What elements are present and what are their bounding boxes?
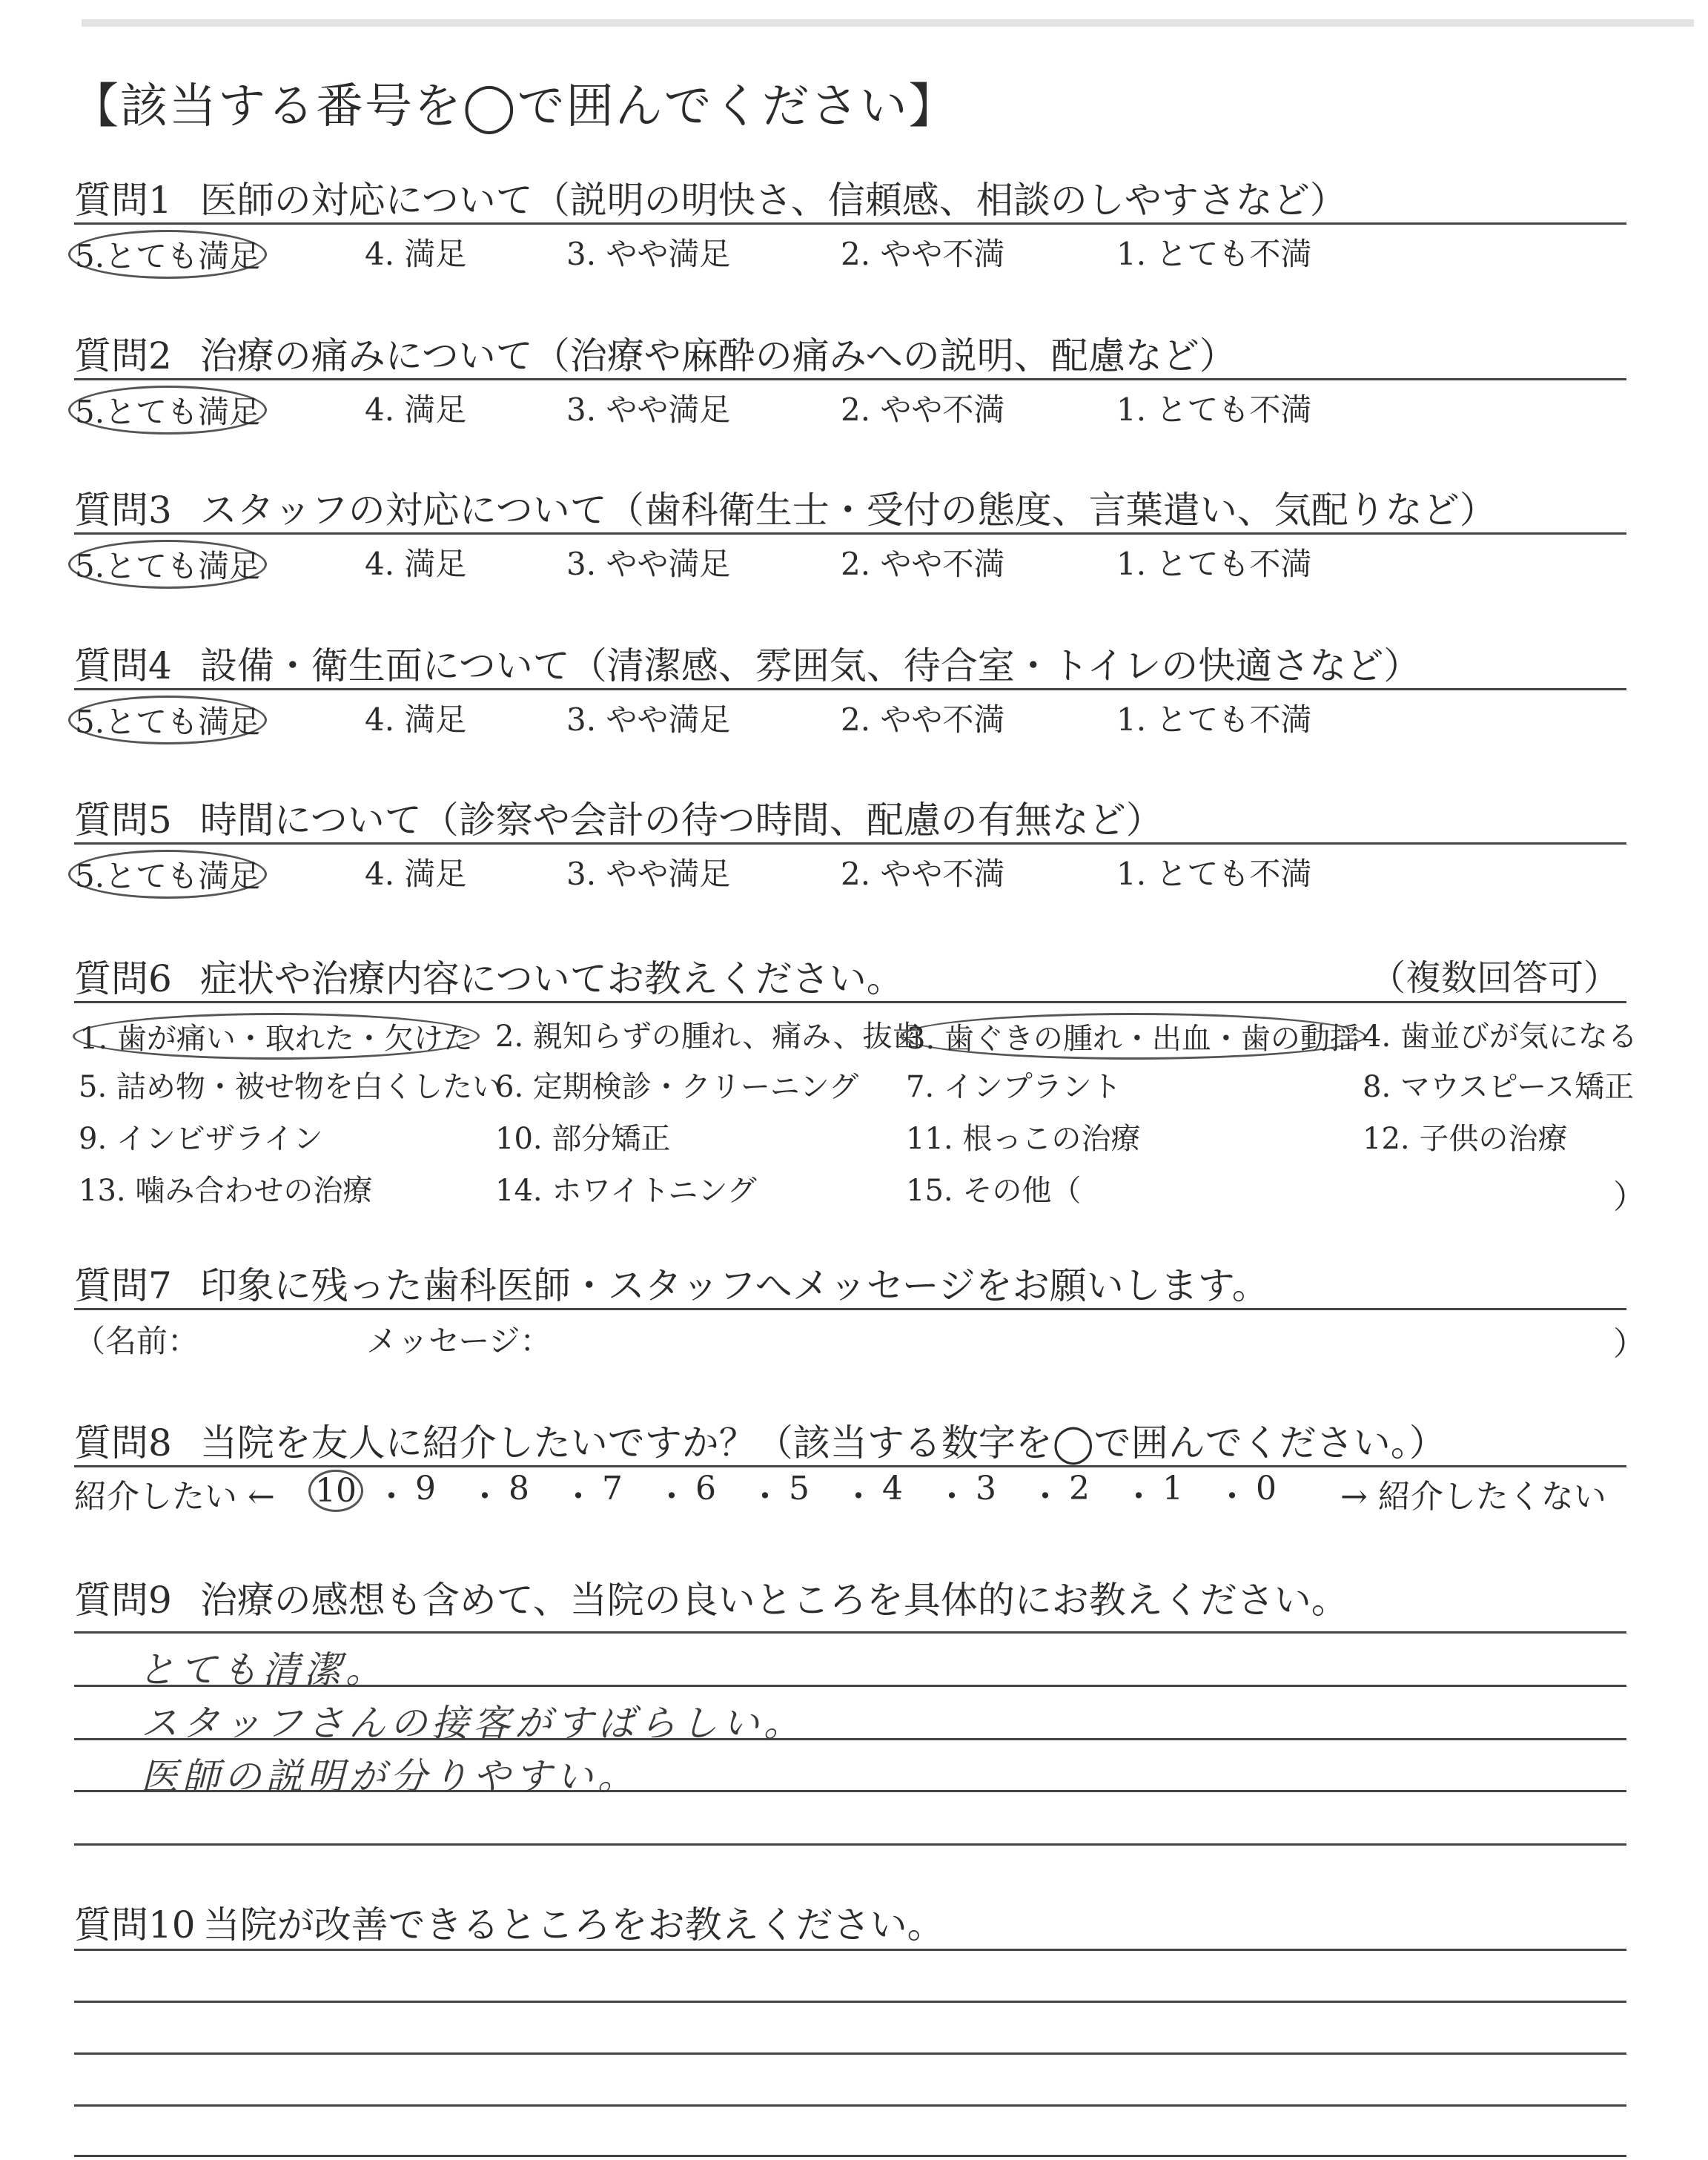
q5-label: 質問5 [74, 799, 172, 842]
q4-option-2[interactable]: 2. やや不満 [841, 701, 1005, 738]
q8-scale-separator: ・ [469, 1478, 501, 1516]
q3-options [74, 540, 1626, 587]
q2-option-3[interactable]: 3. やや満足 [566, 392, 731, 428]
q8-scale-5[interactable]: 5 [789, 1470, 810, 1507]
q9-answer-3: 医師の説明が分りやすい。 [141, 1755, 639, 1798]
q6-option-11[interactable]: 11. 根っこの治療 [906, 1122, 1141, 1156]
q1-option-2[interactable]: 2. やや不満 [841, 236, 1005, 272]
q10-rule-0 [74, 1949, 1626, 1951]
q6-option-14[interactable]: 14. ホワイトニング [495, 1174, 757, 1208]
q1-option-1[interactable]: 1. とても不満 [1116, 236, 1312, 272]
q1-heading [74, 171, 1347, 224]
q3-option-2[interactable]: 2. やや不満 [841, 546, 1005, 582]
q8-scale-separator: ・ [1122, 1478, 1155, 1516]
q4-label: 質問4 [74, 644, 172, 687]
q2-heading [74, 326, 1237, 380]
q3-option-1[interactable]: 1. とても不満 [1116, 546, 1312, 582]
q8-scale-1[interactable]: 1 [1162, 1470, 1183, 1507]
q3-heading [74, 480, 1497, 534]
q7-name-label: （名前： [74, 1323, 199, 1359]
q10-label: 質問10 [74, 1903, 196, 1946]
q8-scale-3[interactable]: 3 [976, 1470, 996, 1507]
q10-heading [74, 1895, 944, 1949]
q5-option-5[interactable]: 5.とても満足 [68, 850, 267, 899]
q8-heading [74, 1413, 1446, 1467]
q8-scale-separator: ・ [842, 1478, 875, 1516]
q5-text: 時間について（診察や会計の待つ時間、配慮の有無など） [199, 799, 1163, 842]
q8-scale-separator: ・ [749, 1478, 781, 1516]
q8-scale-4[interactable]: 4 [882, 1470, 903, 1507]
q6-option-8[interactable]: 8. マウスピース矯正 [1363, 1070, 1635, 1104]
q5-option-1[interactable]: 1. とても不満 [1116, 856, 1312, 892]
q5-option-3[interactable]: 3. やや満足 [566, 856, 731, 892]
q2-options [74, 386, 1626, 433]
q3-option-3[interactable]: 3. やや満足 [566, 546, 731, 582]
q8-scale-9[interactable]: 9 [415, 1470, 436, 1507]
q6-option-5[interactable]: 5. 詰め物・被せ物を白くしたい [79, 1070, 502, 1104]
q8-scale-7[interactable]: 7 [602, 1470, 623, 1507]
q1-option-4[interactable]: 4. 満足 [365, 236, 467, 272]
q6-other-close: ） [1613, 1178, 1646, 1216]
q7-rule [74, 1308, 1626, 1310]
q2-text: 治療の痛みについて（治療や麻酔の痛みへの説明、配慮など） [199, 334, 1237, 377]
q4-heading [74, 636, 1420, 690]
q9-rule-0 [74, 1631, 1626, 1634]
q10-rule-3 [74, 2104, 1626, 2107]
q6-rule [74, 1001, 1626, 1003]
q8-scale-separator: ・ [936, 1478, 968, 1516]
q4-option-5[interactable]: 5.とても満足 [68, 696, 267, 744]
q6-option-2[interactable]: 2. 親知らずの腫れ、痛み、抜歯 [495, 1020, 922, 1054]
q8-scale-separator: ・ [375, 1478, 408, 1516]
q2-option-2[interactable]: 2. やや不満 [841, 392, 1005, 428]
q8-right-label: → 紹介したくない [1340, 1478, 1606, 1516]
q7-text: 印象に残った歯科医師・スタッフへメッセージをお願いします。 [199, 1264, 1269, 1307]
q8-left-label: 紹介したい ← [74, 1478, 275, 1516]
q1-rule [74, 222, 1626, 225]
q6-option-15[interactable]: 15. その他（ [906, 1174, 1082, 1208]
q4-option-4[interactable]: 4. 満足 [365, 701, 467, 738]
q5-option-2[interactable]: 2. やや不満 [841, 856, 1005, 892]
q5-options [74, 850, 1626, 897]
q8-scale-separator: ・ [655, 1478, 688, 1516]
q6-heading [74, 949, 904, 1003]
q6-option-10[interactable]: 10. 部分矯正 [495, 1122, 671, 1156]
q8-scale-separator: ・ [1029, 1478, 1062, 1516]
q2-label: 質問2 [74, 334, 172, 377]
q4-rule [74, 688, 1626, 690]
q5-heading [74, 790, 1163, 844]
q4-option-1[interactable]: 1. とても不満 [1116, 701, 1312, 738]
q3-label: 質問3 [74, 489, 172, 532]
q9-text: 治療の感想も含めて、当院の良いところを具体的にお教えください。 [199, 1579, 1348, 1622]
q1-label: 質問1 [74, 179, 172, 222]
q8-text: 当院を友人に紹介したいですか？（該当する数字を◯で囲んでください。） [199, 1421, 1446, 1464]
q10-rule-1 [74, 2001, 1626, 2003]
q6-note: （複数回答可） [1370, 957, 1620, 999]
q1-option-5[interactable]: 5.とても満足 [68, 230, 267, 279]
q8-scale-8[interactable]: 8 [509, 1470, 529, 1507]
q6-option-9[interactable]: 9. インビザライン [79, 1122, 323, 1156]
q1-option-3[interactable]: 3. やや満足 [566, 236, 731, 272]
q8-label: 質問8 [74, 1421, 172, 1464]
q7-message-label: メッセージ： [366, 1323, 552, 1359]
q10-rule-2 [74, 2052, 1626, 2055]
q4-text: 設備・衛生面について（清潔感、雰囲気、待合室・トイレの快適さなど） [199, 644, 1421, 687]
q1-text: 医師の対応について（説明の明快さ、信頼感、相談のしやすさなど） [199, 179, 1347, 222]
q6-text: 症状や治療内容についてお教えください。 [199, 957, 904, 1000]
q7-heading [74, 1256, 1269, 1309]
q6-option-7[interactable]: 7. インプラント [906, 1070, 1122, 1104]
q7-answer-row [74, 1317, 552, 1361]
q8-scale-separator: ・ [562, 1478, 595, 1516]
q4-options [74, 696, 1626, 743]
q9-heading [74, 1571, 1348, 1624]
q10-rule-4 [74, 2155, 1626, 2157]
q8-scale-6[interactable]: 6 [695, 1470, 716, 1507]
q6-option-1[interactable]: 1. 歯が痛い・取れた・欠けた [73, 1013, 480, 1060]
q10-text: 当院が改善できるところをお教えください。 [202, 1903, 944, 1946]
q6-option-13[interactable]: 13. 噛み合わせの治療 [79, 1174, 373, 1208]
q4-option-3[interactable]: 3. やや満足 [566, 701, 731, 738]
q9-answer-2: スタッフさんの接客がすばらしい。 [141, 1702, 805, 1745]
q2-rule [74, 378, 1626, 380]
q3-option-5[interactable]: 5.とても満足 [68, 540, 267, 589]
q2-option-1[interactable]: 1. とても不満 [1116, 392, 1312, 428]
q1-options [74, 230, 1626, 277]
q8-rule [74, 1465, 1626, 1467]
q8-scale-0[interactable]: 0 [1256, 1470, 1277, 1507]
q2-option-5[interactable]: 5.とても満足 [68, 386, 267, 435]
q6-option-3[interactable]: 3. 歯ぐきの腫れ・出血・歯の動揺 [900, 1013, 1366, 1060]
q2-option-4[interactable]: 4. 満足 [365, 392, 467, 428]
q6-option-4[interactable]: 4. 歯並びが気になる [1363, 1020, 1638, 1054]
q9-answer-1: とても清潔。 [138, 1648, 387, 1691]
q7-close: ） [1613, 1325, 1646, 1363]
q3-rule [74, 532, 1626, 535]
q8-scale-10[interactable]: 10 [308, 1470, 363, 1512]
q5-rule [74, 842, 1626, 845]
q6-option-6[interactable]: 6. 定期検診・クリーニング [495, 1070, 859, 1104]
q7-label: 質問7 [74, 1264, 172, 1307]
q6-option-12[interactable]: 12. 子供の治療 [1363, 1122, 1568, 1156]
q8-scale-2[interactable]: 2 [1069, 1470, 1090, 1507]
scan-edge [82, 19, 1694, 27]
q3-text: スタッフの対応について（歯科衛生士・受付の態度、言葉遣い、気配りなど） [199, 489, 1497, 532]
q3-option-4[interactable]: 4. 満足 [365, 546, 467, 582]
q9-rule-4 [74, 1843, 1626, 1846]
q5-option-4[interactable]: 4. 満足 [365, 856, 467, 892]
q6-label: 質問6 [74, 957, 172, 1000]
q9-label: 質問9 [74, 1579, 172, 1622]
form-title: 【該当する番号を◯で囲んでください】 [71, 79, 958, 134]
q8-scale-separator: ・ [1216, 1478, 1248, 1516]
